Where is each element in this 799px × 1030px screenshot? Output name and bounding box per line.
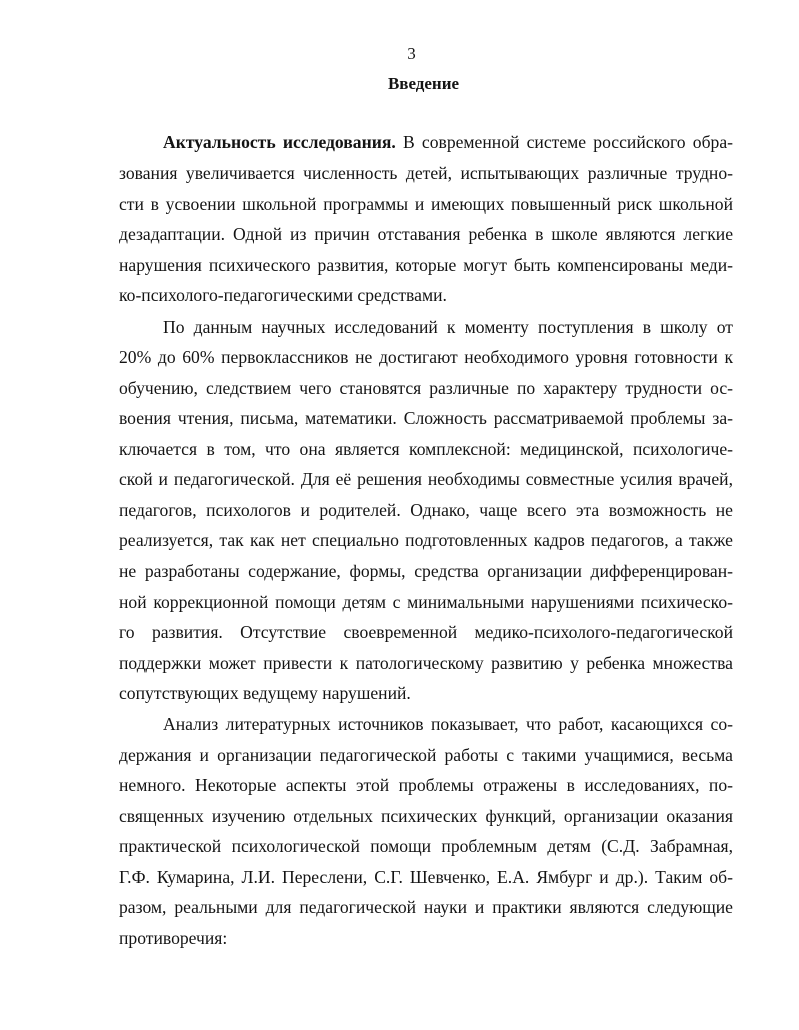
paragraph-1-line-4: дезадаптации. Одной из причин отставания ребенка в школе являются легкие <box>119 224 733 244</box>
paragraph-2-line-1: По данным научных исследований к моменту поступления в школу от <box>163 317 733 337</box>
paragraph-1-line-3: сти в усвоении школьной программы и имеющих повышенный риск школьной <box>119 194 733 214</box>
page-number: 3 <box>407 44 416 63</box>
paragraph-3-line-2: держания и организации педагогической работы с такими учащимися, весьма <box>119 745 733 765</box>
paragraph-2-line-10: ной коррекционной помощи детям с минимальными нарушениями психическо- <box>119 592 733 612</box>
paragraph-1-line-1-text: В современной системе российского обра- <box>395 132 733 152</box>
paragraph-3-line-6: Г.Ф. Кумарина, Л.И. Переслени, С.Г. Шевченко, Е.А. Ямбург и др.). Таким об- <box>119 867 733 887</box>
paragraph-3-line-3: немного. Некоторые аспекты этой проблемы отражены в исследованиях, по- <box>119 775 733 795</box>
paragraph-1-lead: Актуальность исследования. <box>163 132 396 152</box>
paragraph-3-line-5: практической психологической помощи проблемным детям (С.Д. Забрамная, <box>119 836 733 856</box>
paragraph-2-line-2: 20% до 60% первоклассников не достигают необходимого уровня готовности к <box>119 347 733 367</box>
paragraph-2-line-8: реализуется, так как нет специально подготовленных кадров педагогов, а также <box>119 530 733 550</box>
paragraph-1-line-5: нарушения психического развития, которые могут быть компенсированы меди- <box>119 255 733 275</box>
paragraph-2-line-3: обучению, следствием чего становятся различные по характеру трудности ос- <box>119 378 733 398</box>
paragraph-2-line-11: го развития. Отсутствие своевременной медико-психолого-педагогической <box>119 622 733 642</box>
paragraph-3-line-1: Анализ литературных источников показывает, что работ, касающихся со- <box>163 714 733 734</box>
paragraph-2-line-4: воения чтения, письма, математики. Сложность рассматриваемой проблемы за- <box>119 408 733 428</box>
page-title: Введение <box>387 74 460 93</box>
paragraph-2-line-9: не разработаны содержание, формы, средства организации дифференцирован- <box>119 561 733 581</box>
paragraph-1-line-2: зования увеличивается численность детей, испытывающих различные трудно- <box>119 163 733 183</box>
paragraph-2-line-12: поддержки может привести к патологическому развитию у ребенка множества <box>119 653 733 673</box>
paragraph-2-line-7: педагогов, психологов и родителей. Однако, чаще всего эта возможность не <box>119 500 733 520</box>
paragraph-3-line-4: священных изучению отдельных психических функций, организации оказания <box>119 806 733 826</box>
paragraph-2-line-13: сопутствующих ведущему нарушений. <box>119 683 411 703</box>
paragraph-3-line-7: разом, реальными для педагогической науки и практики являются следующие <box>119 897 733 917</box>
paragraph-1-line-6: ко-психолого-педагогическими средствами. <box>119 285 447 305</box>
paragraph-2-line-5: ключается в том, что она является комплексной: медицинской, психологиче- <box>119 439 733 459</box>
paragraph-2-line-6: ской и педагогической. Для её решения необходимы совместные усилия врачей, <box>119 469 733 489</box>
paragraph-3-line-8: противоречия: <box>119 928 228 948</box>
paragraph-1-line-1 <box>163 131 733 153</box>
